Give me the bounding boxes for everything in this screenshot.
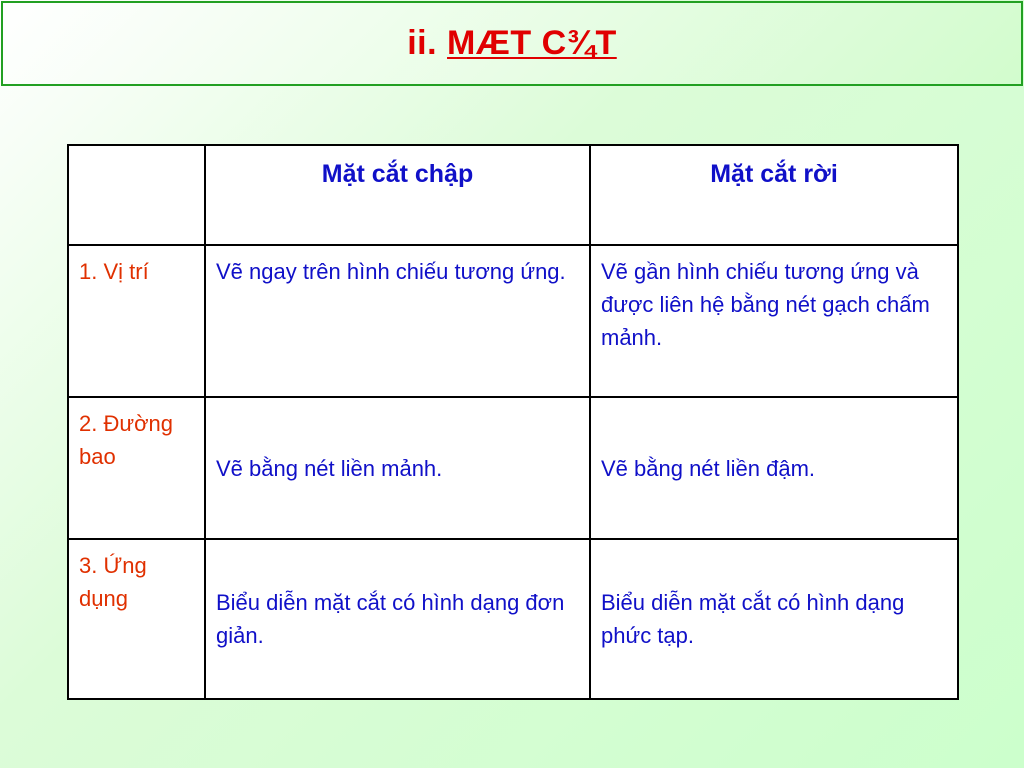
- cell-position-superimposed: Vẽ ngay trên hình chiếu tương ứng.: [205, 245, 590, 397]
- cell-application-superimposed: Biểu diễn mặt cắt có hình dạng đơn giản.: [205, 539, 590, 699]
- slide-title-text: MÆT C¾T: [447, 24, 617, 62]
- comparison-table: [67, 144, 959, 700]
- table-header-row: [68, 145, 958, 245]
- table-row: [68, 245, 958, 397]
- header-removed-section: Mặt cắt rời: [590, 145, 958, 245]
- table-row: [68, 397, 958, 539]
- title-bar: [1, 1, 1023, 86]
- cell-position-removed: Vẽ gần hình chiếu tương ứng và được liên hệ bằng nét gạch chấm mảnh.: [590, 245, 958, 397]
- header-superimposed-section: Mặt cắt chập: [205, 145, 590, 245]
- row-label-outline: 2. Đường bao: [68, 397, 205, 539]
- table-row: [68, 539, 958, 699]
- slide-title-number: ii.: [407, 24, 438, 62]
- slide-title: [407, 24, 617, 63]
- header-empty-cell: [68, 145, 205, 245]
- cell-outline-superimposed: Vẽ bằng nét liền mảnh.: [205, 397, 590, 539]
- cell-application-removed: Biểu diễn mặt cắt có hình dạng phức tạp.: [590, 539, 958, 699]
- row-label-position: 1. Vị trí: [68, 245, 205, 397]
- cell-outline-removed: Vẽ bằng nét liền đậm.: [590, 397, 958, 539]
- row-label-application: 3. Ứng dụng: [68, 539, 205, 699]
